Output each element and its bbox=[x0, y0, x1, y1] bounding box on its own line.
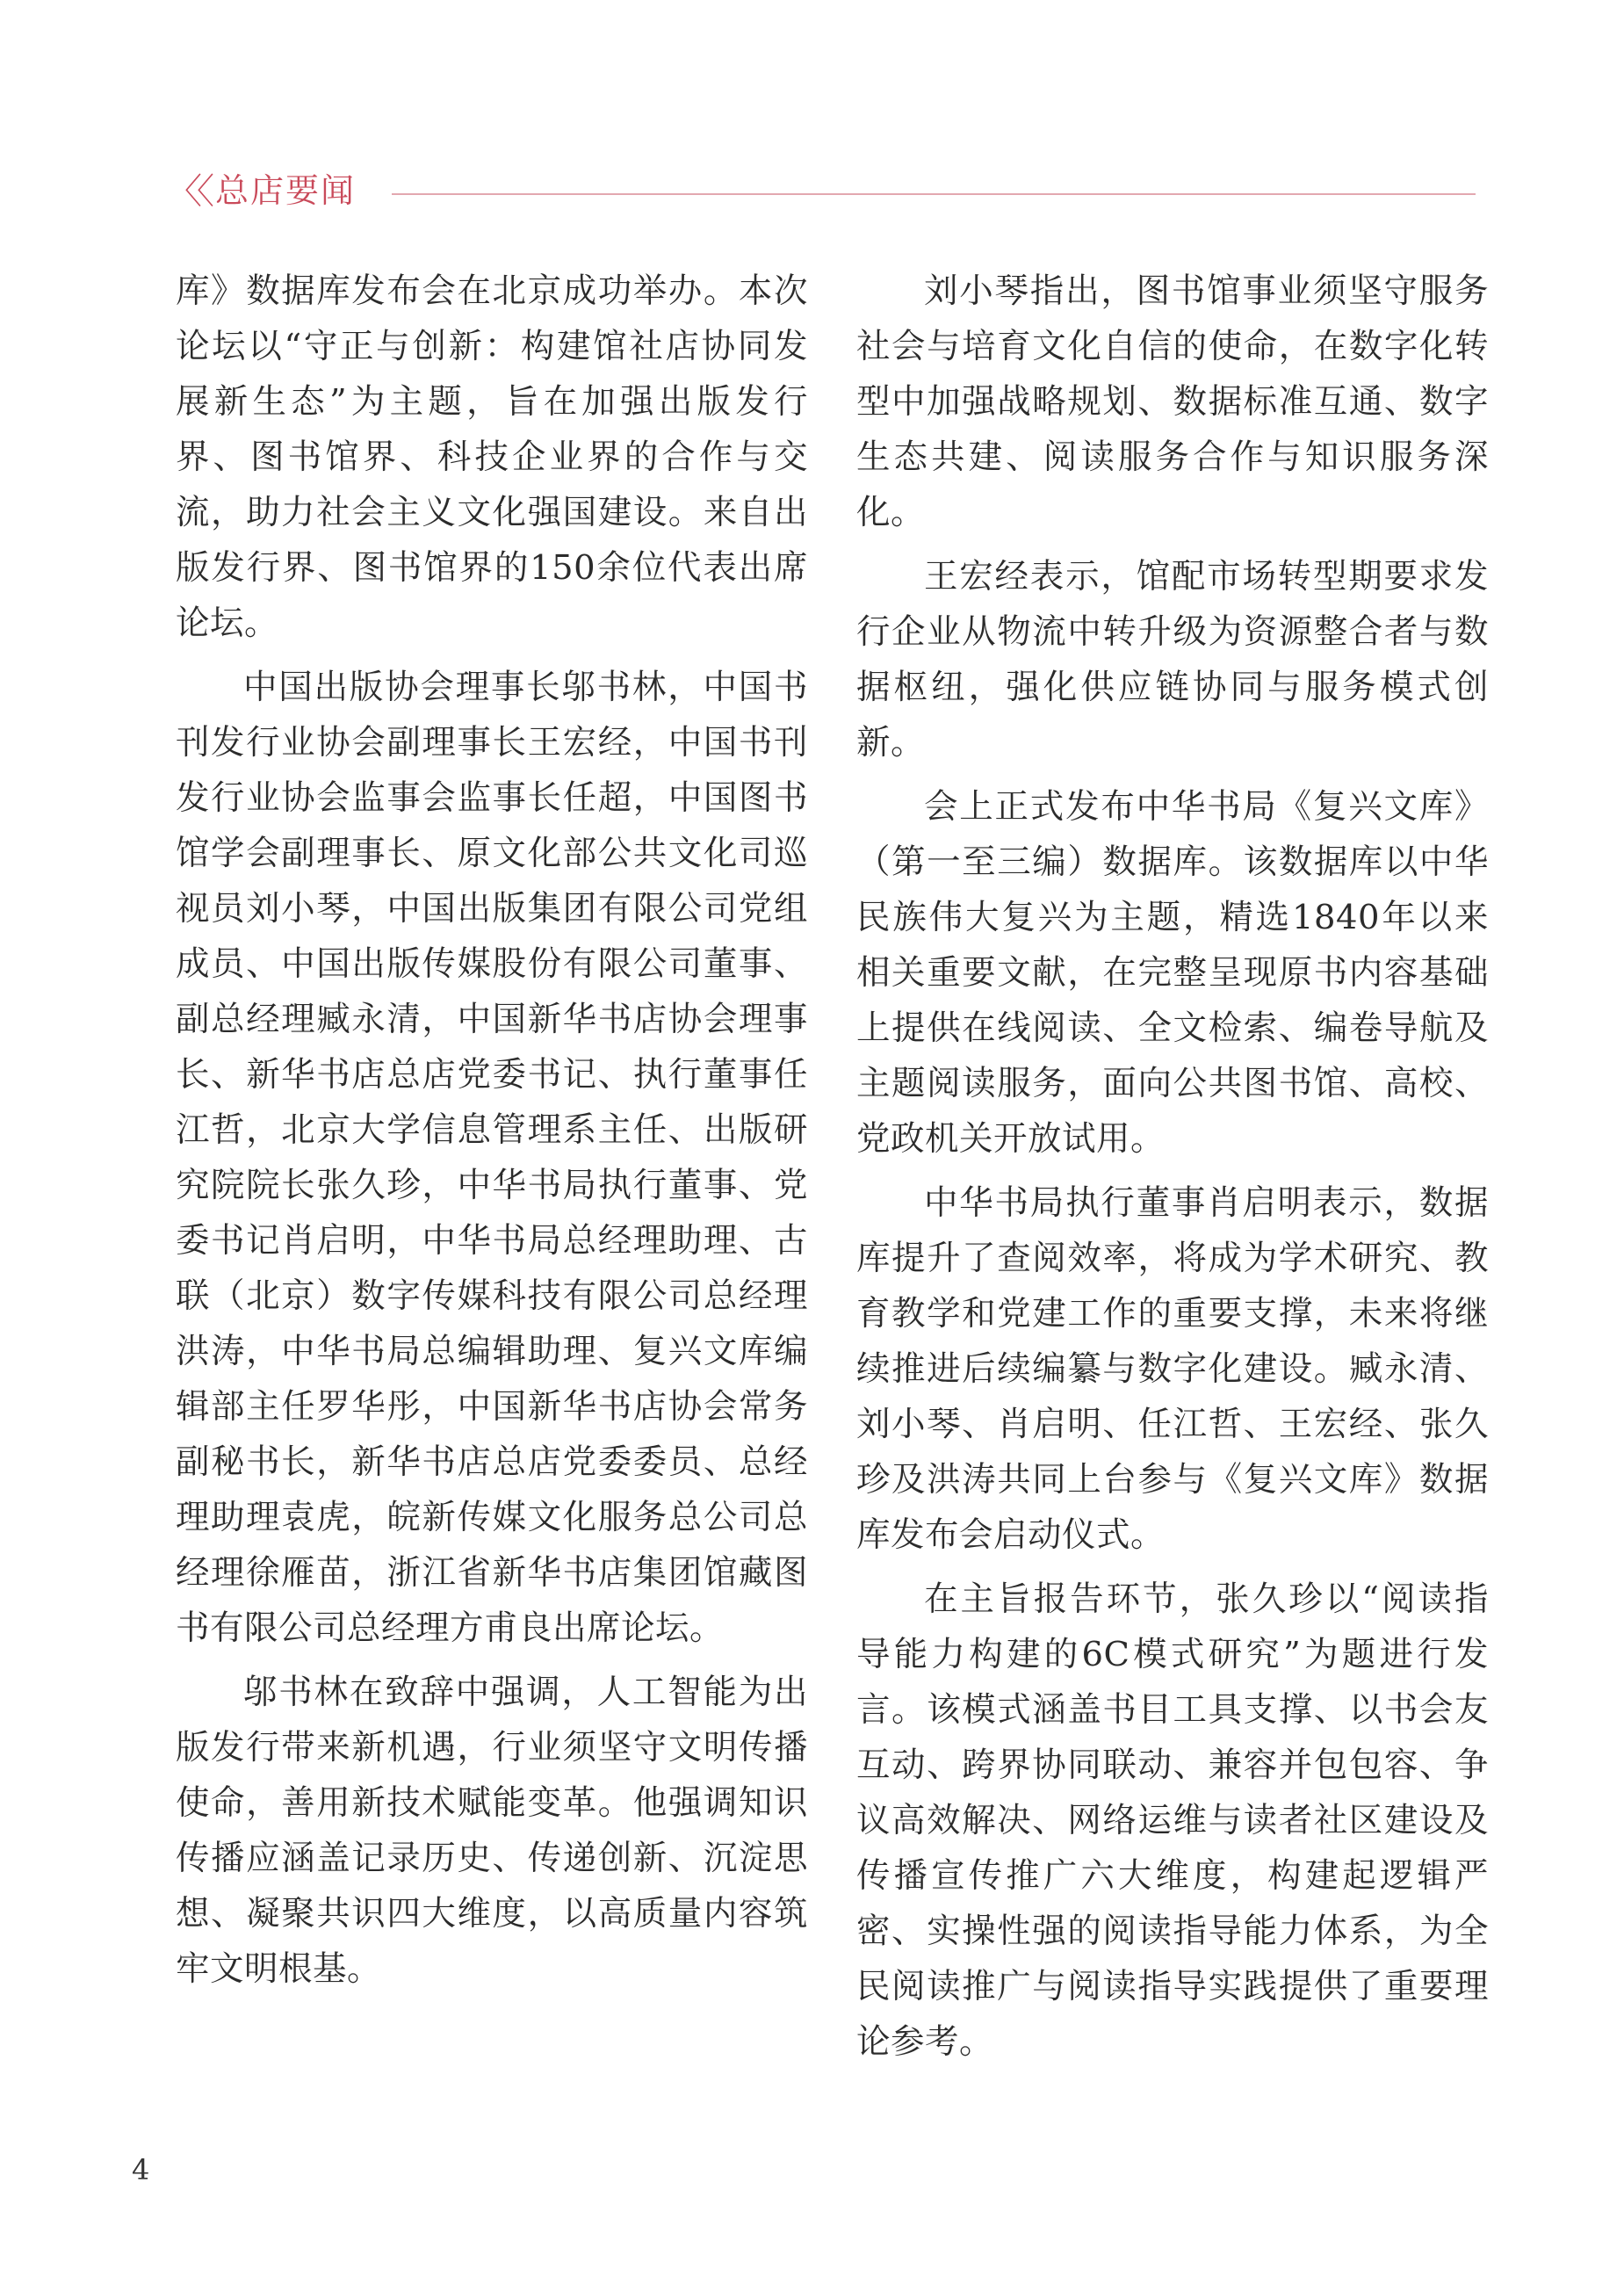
section-title: 总店要闻 bbox=[215, 171, 357, 210]
paragraph: 在主旨报告环节，张久珍以“阅读指导能力构建的6C模式研究”为题进行发言。该模式涵盖书目工具支撑、以书会友互动、跨界协同联动、兼容并包包容、争议高效解决、网络运维与读者社区建设及传播宣传推广六大维度，构建起逻辑严密、实操性强的阅读指导能力体系，为全民阅读推广与阅读指导实践提供了重要理论参考。 bbox=[856, 1579, 1489, 2062]
paragraph: 刘小琴指出，图书馆事业须坚守服务社会与培育文化自信的使命，在数字化转型中加强战略规划、数据标准互通、数字生态共建、阅读服务合作与知识服务深化。 bbox=[856, 271, 1489, 532]
page-number: 4 bbox=[132, 2153, 150, 2186]
article-column-right bbox=[856, 264, 1489, 2078]
paragraph: 中国出版协会理事长邬书林，中国书刊发行业协会副理事长王宏经，中国书刊发行业协会监事会监事长任超，中国图书馆学会副理事长、原文化部公共文化司巡视员刘小琴，中国出版集团有限公司党组成员、中国出版传媒股份有限公司董事、副总经理臧永清，中国新华书店协会理事长、新华书店总店党委书记、执行董事任江哲，北京大学信息管理系主任、出版研究院院长张久珍，中华书局执行董事、党委书记肖启明，中华书局总经理助理、古联（北京）数字传媒科技有限公司总经理洪涛，中华书局总编辑助理、复兴文库编辑部主任罗华彤，中国新华书店协会常务副秘书长，新华书店总店党委委员、总经理助理袁虎，皖新传媒文化服务总公司总经理徐雁苗，浙江省新华书店集团馆藏图书有限公司总经理方甫良出席论坛。 bbox=[176, 668, 808, 1648]
section-header bbox=[167, 167, 1476, 220]
header-divider bbox=[392, 193, 1476, 195]
paragraph: 王宏经表示，馆配市场转型期要求发行企业从物流中转升级为资源整合者与数据枢纽，强化供应链协同与服务模式创新。 bbox=[856, 557, 1489, 763]
article-column-left bbox=[176, 264, 808, 2006]
double-chevron-left-icon: 〈〈 bbox=[167, 171, 209, 212]
paragraph: 中华书局执行董事肖启明表示，数据库提升了查阅效率，将成为学术研究、教育教学和党建工作的重要支撑，未来将继续推进后续编纂与数字化建设。臧永清、刘小琴、肖启明、任江哲、王宏经、张久珍及洪涛共同上台参与《复兴文库》数据库发布会启动仪式。 bbox=[856, 1183, 1489, 1555]
paragraph: 邬书林在致辞中强调，人工智能为出版发行带来新机遇，行业须坚守文明传播使命，善用新技术赋能变革。他强调知识传播应涵盖记录历史、传递创新、沉淀思想、凝聚共识四大维度，以高质量内容筑牢文明根基。 bbox=[176, 1673, 808, 1989]
paragraph: 库》数据库发布会在北京成功举办。本次论坛以“守正与创新：构建馆社店协同发展新生态”为主题，旨在加强出版发行界、图书馆界、科技企业界的合作与交流，助力社会主义文化强国建设。来自出版发行界、图书馆界的150余位代表出席论坛。 bbox=[176, 271, 808, 643]
paragraph: 会上正式发布中华书局《复兴文库》（第一至三编）数据库。该数据库以中华民族伟大复兴为主题，精选1840年以来相关重要文献，在完整呈现原书内容基础上提供在线阅读、全文检索、编卷导航及主题阅读服务，面向公共图书馆、高校、党政机关开放试用。 bbox=[856, 787, 1489, 1159]
